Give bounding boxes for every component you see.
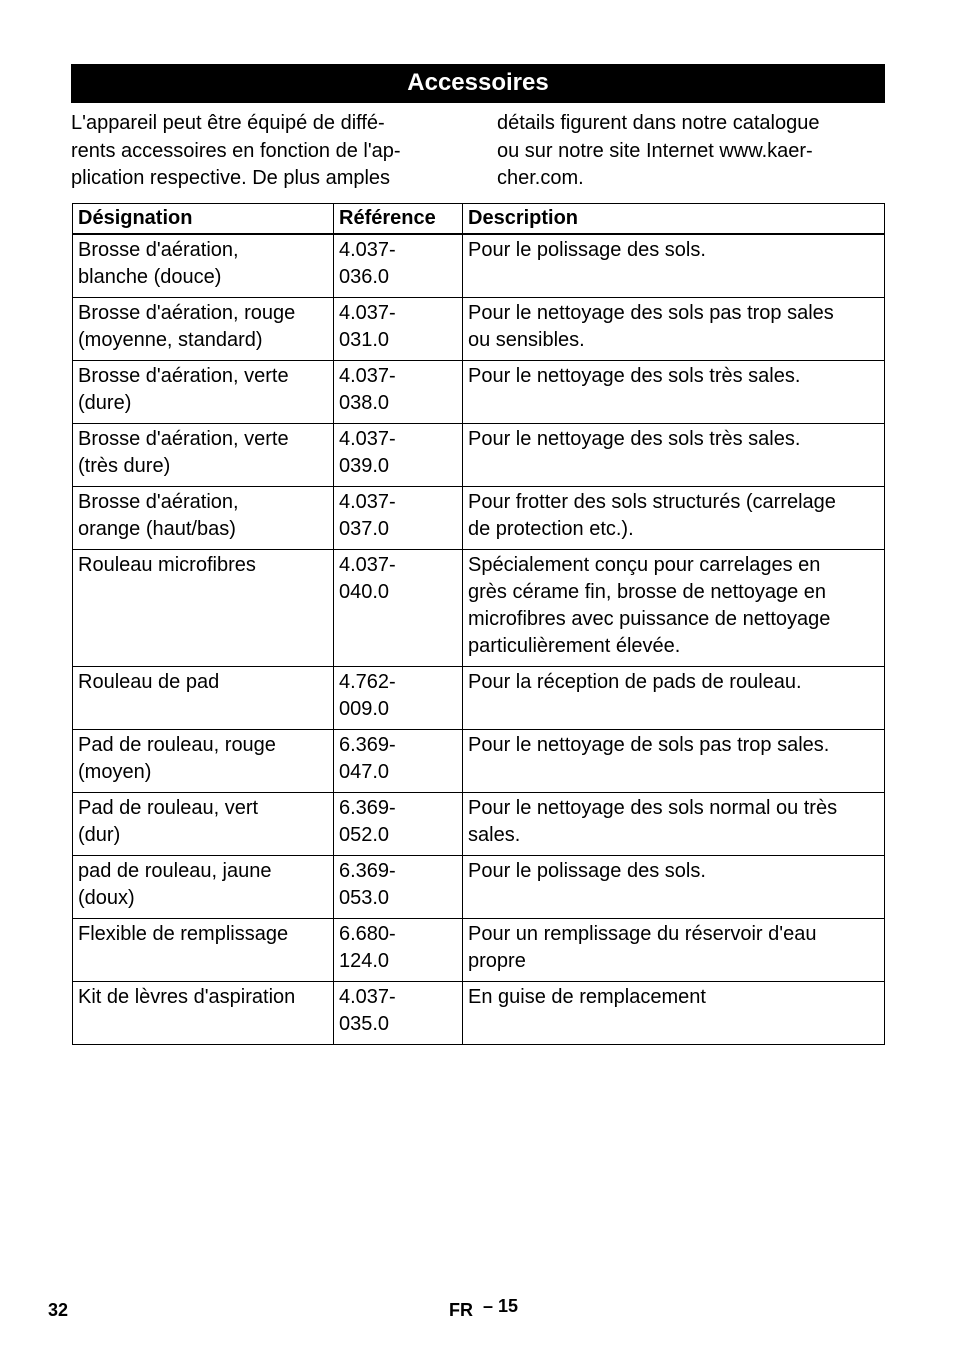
cell-designation — [73, 424, 334, 487]
cell-description — [463, 234, 885, 298]
designation-line: blanche (douce) — [78, 266, 222, 288]
cell-reference — [334, 487, 463, 550]
reference-line: 4.037- — [339, 986, 396, 1008]
cell-designation — [73, 856, 334, 919]
cell-designation — [73, 361, 334, 424]
cell-designation — [73, 793, 334, 856]
designation-line: (moyenne, standard) — [78, 329, 263, 351]
cell-reference — [334, 298, 463, 361]
reference-line: 4.037- — [339, 554, 396, 576]
cell-designation — [73, 919, 334, 982]
table-row — [73, 919, 885, 982]
cell-description — [463, 550, 885, 667]
intro-paragraph-right — [497, 110, 885, 193]
reference-line: 036.0 — [339, 266, 390, 288]
table-row — [73, 234, 885, 298]
designation-line: Brosse d'aération, rouge — [78, 302, 296, 324]
cell-reference — [334, 919, 463, 982]
cell-description — [463, 298, 885, 361]
accessories-table — [72, 203, 885, 1045]
cell-designation — [73, 667, 334, 730]
reference-line: 009.0 — [339, 698, 390, 720]
section-title: Accessoires — [71, 64, 885, 103]
cell-reference — [334, 793, 463, 856]
cell-reference — [334, 550, 463, 667]
designation-line: Rouleau microfibres — [78, 554, 256, 576]
reference-line: 4.037- — [339, 428, 396, 450]
description-line: Spécialement conçu pour carrelages en — [468, 554, 821, 576]
intro-line: cher.com. — [497, 167, 584, 189]
table-row — [73, 982, 885, 1045]
designation-line: Brosse d'aération, verte — [78, 365, 289, 387]
description-line: Pour le nettoyage de sols pas trop sales. — [468, 734, 830, 756]
description-line: microfibres avec puissance de nettoyage — [468, 608, 831, 630]
description-line: Pour le polissage des sols. — [468, 239, 706, 261]
table-header-row — [73, 204, 885, 235]
description-line: ou sensibles. — [468, 329, 585, 351]
cell-description — [463, 919, 885, 982]
intro-line: L'appareil peut être équipé de diffé- — [71, 112, 385, 134]
designation-line: (dure) — [78, 392, 132, 414]
description-line: En guise de remplacement — [468, 986, 706, 1008]
designation-line: Flexible de remplissage — [78, 923, 289, 945]
designation-line: (très dure) — [78, 455, 171, 477]
description-line: Pour le nettoyage des sols pas trop sales — [468, 302, 834, 324]
reference-line: 4.037- — [339, 302, 396, 324]
table-row — [73, 361, 885, 424]
intro-paragraph-left — [71, 110, 461, 193]
description-line: Pour le nettoyage des sols normal ou très — [468, 797, 838, 819]
column-header-reference: Référence — [334, 204, 463, 235]
cell-designation — [73, 730, 334, 793]
reference-line: 4.762- — [339, 671, 396, 693]
intro-line: rents accessoires en fonction de l'ap- — [71, 139, 401, 162]
cell-reference — [334, 361, 463, 424]
page-number: 32 — [48, 1300, 69, 1320]
reference-line: 038.0 — [339, 392, 390, 414]
cell-designation — [73, 982, 334, 1045]
description-line: particulièrement élevée. — [468, 635, 681, 657]
cell-description — [463, 487, 885, 550]
cell-description — [463, 793, 885, 856]
designation-line: Brosse d'aération, — [78, 239, 239, 261]
cell-description — [463, 667, 885, 730]
designation-line: Brosse d'aération, verte — [78, 428, 289, 450]
section-page-number: – 15 — [483, 1296, 519, 1316]
description-line: propre — [468, 950, 526, 972]
reference-line: 039.0 — [339, 455, 390, 477]
designation-line: Kit de lèvres d'aspiration — [78, 986, 296, 1008]
table-row — [73, 550, 885, 667]
reference-line: 047.0 — [339, 761, 390, 783]
table-row — [73, 487, 885, 550]
reference-line: 4.037- — [339, 491, 396, 513]
designation-line: Pad de rouleau, vert — [78, 797, 259, 819]
reference-line: 053.0 — [339, 887, 390, 909]
reference-line: 040.0 — [339, 581, 390, 603]
designation-line: orange (haut/bas) — [78, 518, 236, 540]
table-row — [73, 298, 885, 361]
description-line: Pour le nettoyage des sols très sales. — [468, 428, 801, 450]
reference-line: 035.0 — [339, 1013, 390, 1035]
column-header-designation: Désignation — [73, 204, 334, 235]
designation-line: pad de rouleau, jaune — [78, 860, 272, 882]
reference-line: 4.037- — [339, 239, 396, 261]
cell-description — [463, 730, 885, 793]
reference-line: 037.0 — [339, 518, 390, 540]
reference-line: 6.680- — [339, 923, 396, 945]
designation-line: Rouleau de pad — [78, 671, 220, 693]
table-row — [73, 856, 885, 919]
intro-line: plication respective. De plus amples — [71, 167, 391, 189]
cell-designation — [73, 487, 334, 550]
reference-line: 6.369- — [339, 734, 396, 756]
designation-line: Brosse d'aération, — [78, 491, 239, 513]
intro-line: détails figurent dans notre catalogue — [497, 112, 820, 134]
reference-line: 6.369- — [339, 797, 396, 819]
cell-designation — [73, 298, 334, 361]
cell-description — [463, 856, 885, 919]
reference-line: 124.0 — [339, 950, 390, 972]
designation-line: (moyen) — [78, 761, 152, 783]
table-row — [73, 793, 885, 856]
description-line: Pour frotter des sols structurés (carrelage — [468, 491, 836, 513]
cell-description — [463, 361, 885, 424]
table-row — [73, 424, 885, 487]
language-code: FR — [449, 1300, 473, 1320]
cell-reference — [334, 234, 463, 298]
reference-line: 4.037- — [339, 365, 396, 387]
table-row — [73, 730, 885, 793]
reference-line: 052.0 — [339, 824, 390, 846]
description-line: Pour un remplissage du réservoir d'eau — [468, 923, 817, 945]
cell-description — [463, 424, 885, 487]
table-row — [73, 667, 885, 730]
description-line: Pour le nettoyage des sols très sales. — [468, 365, 801, 387]
description-line: grès cérame fin, brosse de nettoyage en — [468, 581, 826, 603]
designation-line: (doux) — [78, 887, 135, 909]
cell-description — [463, 982, 885, 1045]
designation-line: (dur) — [78, 824, 121, 846]
column-header-description: Description — [463, 204, 885, 235]
cell-reference — [334, 982, 463, 1045]
cell-reference — [334, 667, 463, 730]
description-line: Pour la réception de pads de rouleau. — [468, 671, 802, 693]
reference-line: 6.369- — [339, 860, 396, 882]
cell-reference — [334, 730, 463, 793]
cell-reference — [334, 424, 463, 487]
description-line: Pour le polissage des sols. — [468, 860, 706, 882]
description-line: de protection etc.). — [468, 518, 634, 540]
cell-designation — [73, 234, 334, 298]
description-line: sales. — [468, 824, 521, 846]
reference-line: 031.0 — [339, 329, 390, 351]
cell-designation — [73, 550, 334, 667]
intro-line: ou sur notre site Internet www.kaer- — [497, 139, 813, 162]
cell-reference — [334, 856, 463, 919]
designation-line: Pad de rouleau, rouge — [78, 734, 276, 756]
